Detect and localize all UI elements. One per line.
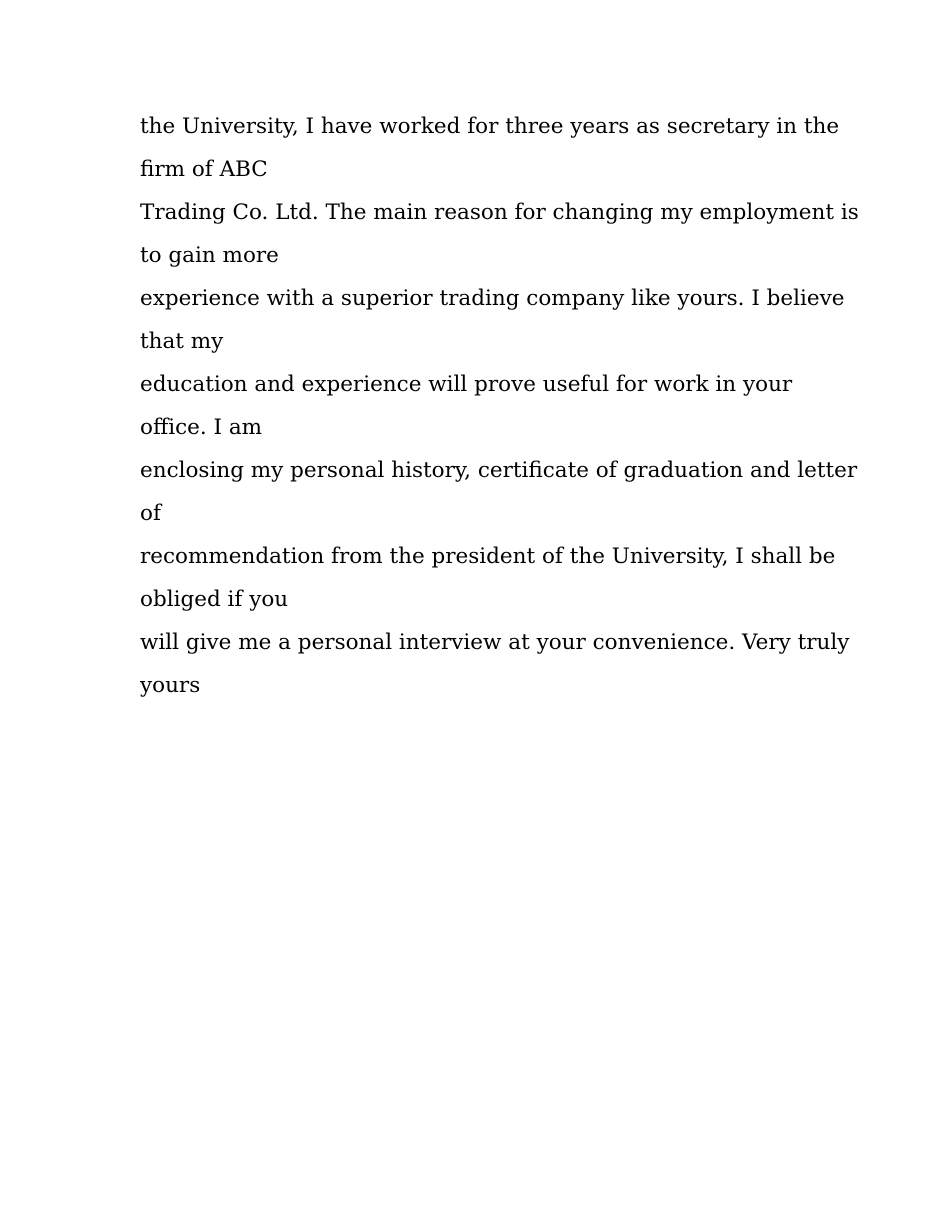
text-line: firm of ABC — [140, 157, 268, 182]
text-line: yours — [140, 673, 201, 698]
text-line: of — [140, 501, 161, 526]
text-line: will give me a personal interview at your convenience. Very truly — [140, 630, 850, 655]
text-line: to gain more — [140, 243, 279, 268]
text-line: obliged if you — [140, 587, 289, 612]
text-line: Trading Co. Ltd. The main reason for changing my employment is — [140, 200, 859, 225]
text-line: that my — [140, 329, 224, 354]
text-line: office. I am — [140, 415, 263, 440]
text-line: enclosing my personal history, certificate of graduation and letter — [140, 458, 858, 483]
text-line: the University, I have worked for three years as secretary in the — [140, 114, 840, 139]
text-line: education and experience will prove useful for work in your — [140, 372, 793, 397]
text-line: recommendation from the president of the University, I shall be — [140, 544, 836, 569]
letter-body — [140, 105, 859, 707]
text-line: experience with a superior trading company like yours. I believe — [140, 286, 845, 311]
